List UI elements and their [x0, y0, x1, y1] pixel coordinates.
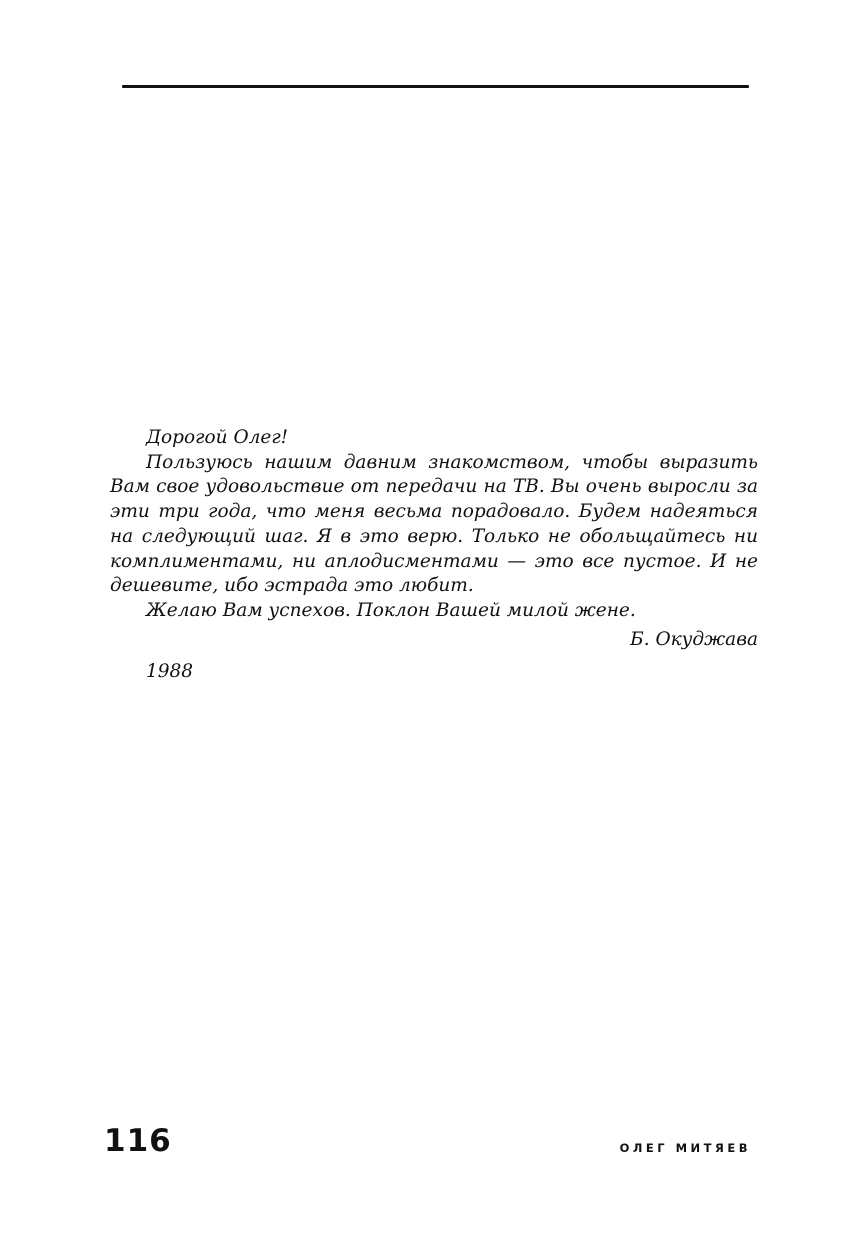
- letter-signature: Б. Окуджава: [630, 628, 758, 650]
- page-number: 116: [104, 1123, 172, 1159]
- letter: [110, 426, 758, 652]
- letter-body: Пользуюсь нашим давним знакомством, чтобы выразить Вам свое удовольствие от передачи на ТВ. Вы очень выросли за эти три года, что меня весьма порадовало. Будем надеяться на следующий шаг. Я в это верю. Только не обольщайтесь ни комплиментами, ни аплодисментами — это все пустое. И не дешевите, ибо эстрада это любит.: [110, 451, 758, 597]
- letter-closing: Желаю Вам успехов. Поклон Вашей милой жене.: [146, 599, 636, 621]
- top-rule: [122, 85, 749, 88]
- letter-salutation: Дорогой Олег!: [146, 427, 289, 448]
- letter-year: 1988: [146, 661, 194, 682]
- running-title: ОЛЕГ МИТЯЕВ: [619, 1141, 751, 1155]
